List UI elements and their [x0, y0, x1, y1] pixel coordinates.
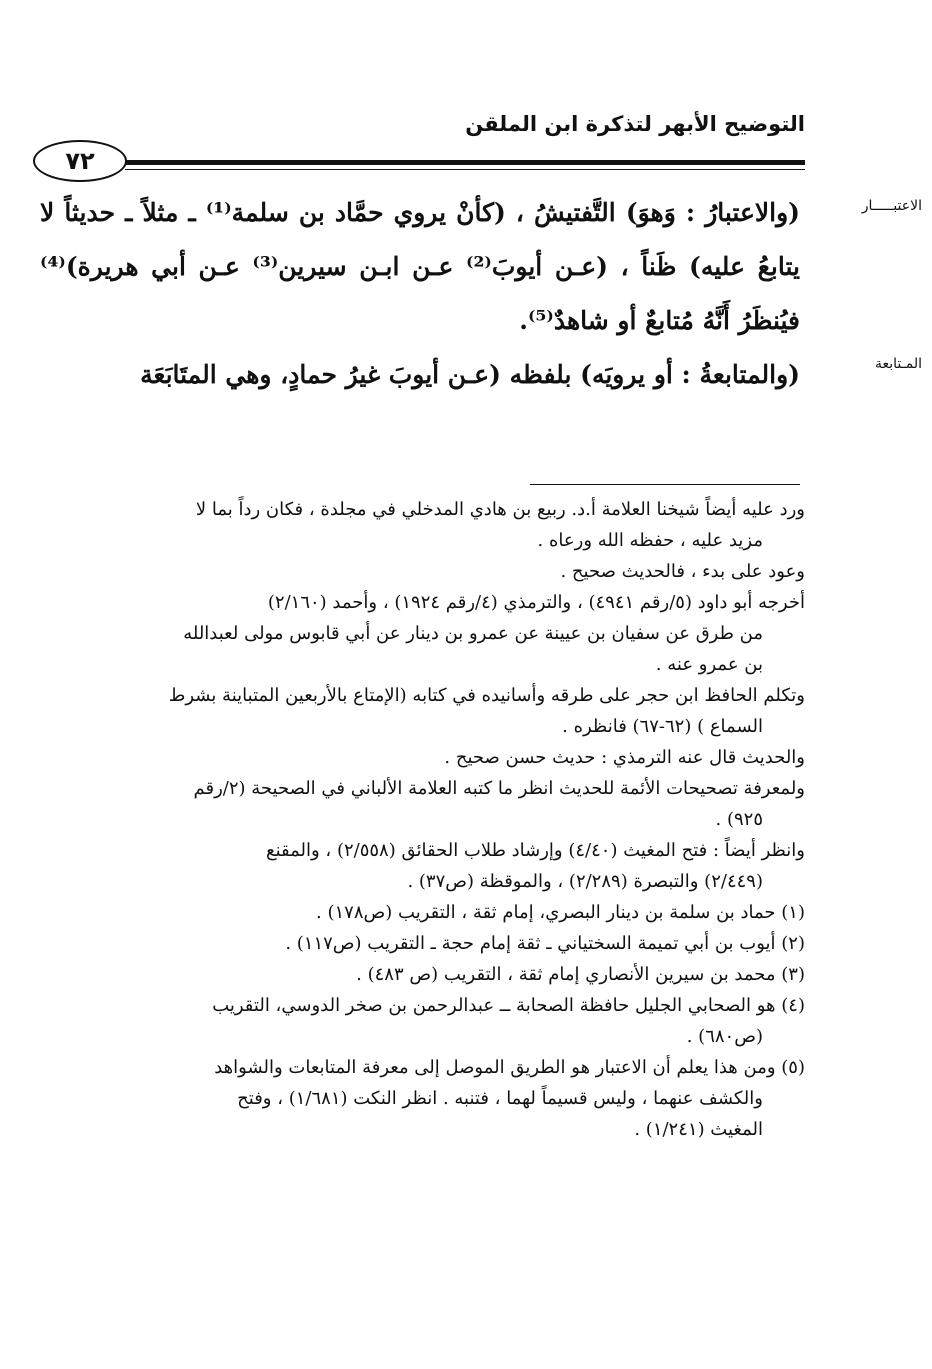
- footnote-line: (٢) أيوب بن أبي تميمة السختياني ـ ثقة إمام حجة ـ التقريب (ص١١٧) .: [285, 933, 805, 954]
- footnote-line: والحديث قال عنه الترمذي : حديث حسن صحيح .: [444, 747, 805, 768]
- footnote-line: (٥) ومن هذا يعلم أن الاعتبار هو الطريق الموصل إلى معرفة المتابعات والشواهد: [214, 1057, 805, 1078]
- footnote-line: وعود على بدء ، فالحديث صحيح .: [560, 561, 805, 582]
- footnote-line: وتكلم الحافظ ابن حجر على طرقه وأسانيده في كتابه (الإمتاع بالأربعين المتباينة بشرط: [168, 685, 805, 706]
- footnote-line: ٩٢٥) .: [715, 809, 763, 830]
- footnote-line: وانظر أيضاً : فتح المغيث (٤/٤٠) وإرشاد طلاب الحقائق (٢/٥٥٨) ، والمقنع: [266, 840, 805, 861]
- footnote-line: (٣) محمد بن سيرين الأنصاري إمام ثقة ، التقريب (ص ٤٨٣) .: [356, 964, 805, 985]
- footnotes-section: [40, 494, 805, 1145]
- footnote-line: (٢/٤٤٩) والتبصرة (٢/٢٨٩) ، والموقظة (ص٣٧) .: [407, 871, 763, 892]
- footnote-line: أخرجه أبو داود (٥/رقم ٤٩٤١) ، والترمذي (٤/رقم ١٩٢٤) ، وأحمد (٢/١٦٠): [267, 592, 805, 613]
- footnote-line: السماع ) (٦٢-٦٧) فانظره .: [562, 716, 763, 737]
- footnote-line: بن عمرو عنه .: [655, 654, 763, 675]
- footnote-line: (ص٦٨٠) .: [686, 1026, 763, 1047]
- footnote-line: مزيد عليه ، حفظه الله ورعاه .: [537, 530, 763, 551]
- footnote-line: والكشف عنهما ، وليس قسيماً لهما ، فتنبه . انظر النكت (١/٦٨١) ، وفتح: [237, 1088, 763, 1109]
- running-header-title: التوضيح الأبهر لتذكرة ابن الملقن: [465, 112, 805, 136]
- header-rule-thick: [125, 160, 805, 165]
- margin-note-mutabaa: المـتابعة: [875, 356, 922, 372]
- footnote-separator: [530, 484, 800, 485]
- footnote-line: (١) حماد بن سلمة بن دينار البصري، إمام ثقة ، التقريب (ص١٧٨) .: [316, 902, 805, 923]
- footnote-line: ورد عليه أيضاً شيخنا العلامة أ.د. ربيع بن هادي المدخلي في مجلدة ، فكان رداً بما لا: [195, 499, 805, 520]
- page-number-badge: ٧٢: [33, 140, 127, 182]
- footnote-line: (٤) هو الصحابي الجليل حافظة الصحابة ــ عبدالرحمن بن صخر الدوسي، التقريب: [212, 995, 805, 1016]
- main-paragraph: (والمتابعةُ : أو يرويَه) بلفظه (عـن أيوبَ غيرُ حمادٍ، وهي المتَابَعَة: [140, 360, 800, 389]
- footnote-line: ولمعرفة تصحيحات الأئمة للحديث انظر ما كتبه العلامة الألباني في الصحيحة (٢/رقم: [193, 778, 805, 799]
- footnote-line: من طرق عن سفيان بن عيينة عن عمرو بن دينار عن أبي قابوس مولى لعبدالله: [183, 623, 763, 644]
- footnote-line: المغيث (١/٢٤١) .: [634, 1119, 763, 1140]
- main-text-body: [40, 186, 800, 402]
- margin-note-itibar: الاعتبـــــار: [861, 198, 922, 214]
- main-paragraph: (والاعتبارُ : وَهوَ) التَّفتيشُ ، (كأنْ يروي حمَّاد بن سلمة⁽¹⁾ ـ مثلاً ـ حديثاً لا يتابعُ عليه) ظَناً ، (عـن أيوبَ⁽²⁾ عـن ابـن سيرين⁽³⁾ عـن أبي هريرة)⁽⁴⁾ فيُنظَرُ أَنَّهُ مُتابعٌ أو شاهدٌ⁽⁵⁾.: [40, 198, 800, 335]
- header-rule-thin: [125, 169, 805, 170]
